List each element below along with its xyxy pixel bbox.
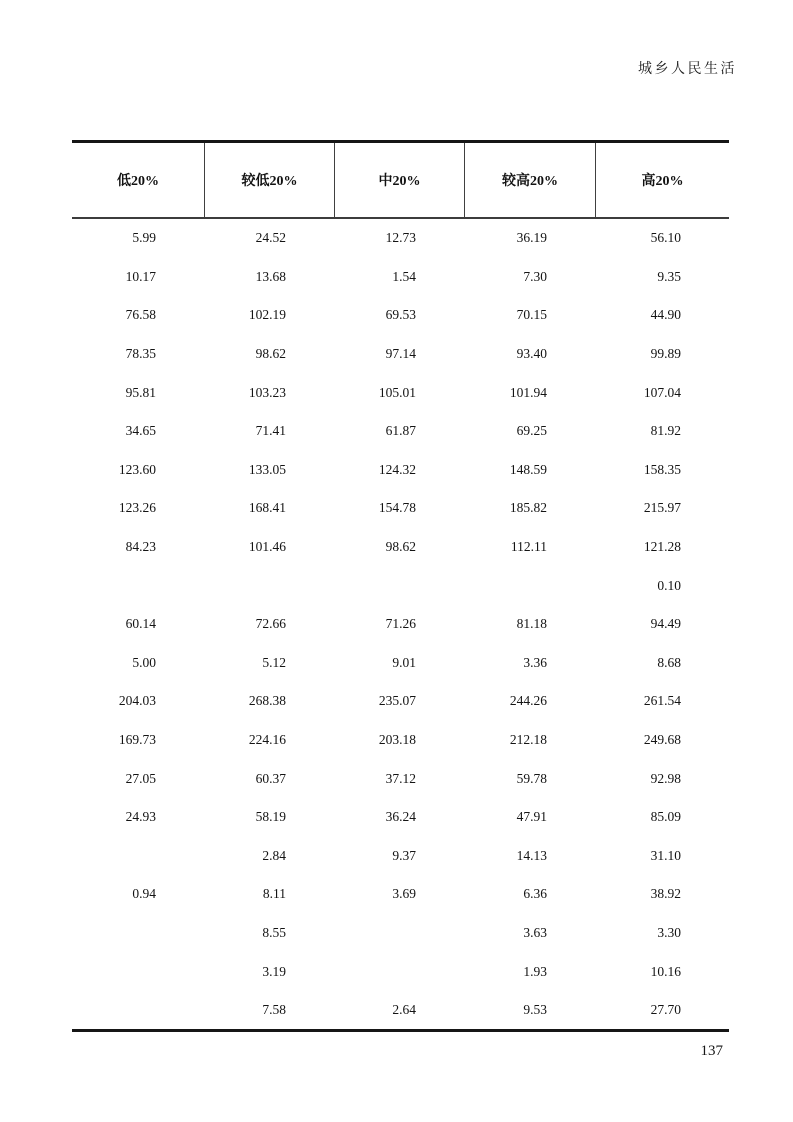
table-row xyxy=(72,759,729,798)
table-row xyxy=(72,837,729,876)
table-cell: 203.18 xyxy=(378,732,416,748)
table-cell xyxy=(334,566,464,605)
table-row xyxy=(72,875,729,914)
table-cell: 2.84 xyxy=(262,847,286,863)
column-header: 低20% xyxy=(117,174,159,189)
table-cell: 24.52 xyxy=(255,230,286,246)
table-cell: 71.26 xyxy=(385,616,416,632)
table-row xyxy=(72,991,729,1030)
table-cell: 44.90 xyxy=(650,307,681,323)
table-row xyxy=(72,914,729,953)
table-cell: 24.93 xyxy=(125,809,156,825)
table-cell: 76.58 xyxy=(125,307,156,323)
table-cell: 10.16 xyxy=(650,963,681,979)
table-cell: 61.87 xyxy=(385,423,416,439)
table-cell: 261.54 xyxy=(643,693,681,709)
table-cell xyxy=(72,566,204,605)
table-header-row xyxy=(72,140,729,219)
table-cell: 98.62 xyxy=(385,539,416,555)
table-cell: 60.14 xyxy=(125,616,156,632)
table-cell: 84.23 xyxy=(125,539,156,555)
table-body xyxy=(72,219,729,1032)
table-cell: 185.82 xyxy=(509,500,547,516)
table-cell: 121.28 xyxy=(643,539,681,555)
table-cell: 5.12 xyxy=(262,654,286,670)
table-row xyxy=(72,373,729,412)
table-cell xyxy=(72,991,204,1030)
table-cell xyxy=(464,566,595,605)
table-cell: 56.10 xyxy=(650,230,681,246)
page-header-title: 城乡人民生活 xyxy=(638,62,737,77)
table-cell: 0.10 xyxy=(657,577,681,593)
column-header: 高20% xyxy=(595,143,729,217)
table-row xyxy=(72,258,729,297)
table-cell: 81.18 xyxy=(516,616,547,632)
table-cell: 148.59 xyxy=(509,461,547,477)
table-cell: 7.58 xyxy=(262,1002,286,1018)
table-cell: 71.41 xyxy=(255,423,286,439)
table-cell: 8.11 xyxy=(262,886,286,902)
table-cell xyxy=(72,914,204,953)
table-cell: 36.19 xyxy=(516,230,547,246)
table-cell: 101.94 xyxy=(509,384,547,400)
table-cell: 99.89 xyxy=(650,346,681,362)
table-cell: 58.19 xyxy=(255,809,286,825)
table-cell: 97.14 xyxy=(385,346,416,362)
table-row xyxy=(72,644,729,683)
table-cell: 7.30 xyxy=(523,268,547,284)
table-cell: 9.35 xyxy=(657,268,681,284)
table-cell: 133.05 xyxy=(248,461,286,477)
table-cell: 105.01 xyxy=(378,384,416,400)
table-cell: 47.91 xyxy=(516,809,547,825)
column-header: 中20% xyxy=(334,143,464,217)
table-cell: 5.00 xyxy=(132,654,156,670)
table-cell: 8.55 xyxy=(262,924,286,940)
table-cell: 93.40 xyxy=(516,346,547,362)
table-cell: 212.18 xyxy=(509,732,547,748)
table-row xyxy=(72,335,729,374)
table-cell: 154.78 xyxy=(378,500,416,516)
table-row xyxy=(72,721,729,760)
table-cell xyxy=(204,566,334,605)
table-cell: 123.60 xyxy=(118,461,156,477)
table-row xyxy=(72,528,729,567)
table-cell: 9.01 xyxy=(392,654,416,670)
income-quintile-table xyxy=(72,140,729,1032)
table-cell: 27.70 xyxy=(650,1002,681,1018)
table-cell: 249.68 xyxy=(643,732,681,748)
column-header: 较低20% xyxy=(204,143,334,217)
table-cell: 69.53 xyxy=(385,307,416,323)
table-cell: 38.92 xyxy=(650,886,681,902)
table-cell: 244.26 xyxy=(509,693,547,709)
table-cell: 36.24 xyxy=(385,809,416,825)
table-row xyxy=(72,489,729,528)
table-cell: 27.05 xyxy=(125,770,156,786)
table-cell: 85.09 xyxy=(650,809,681,825)
table-row xyxy=(72,566,729,605)
table-cell: 168.41 xyxy=(248,500,286,516)
table-cell: 94.49 xyxy=(650,616,681,632)
table-cell: 6.36 xyxy=(523,886,547,902)
table-cell: 123.26 xyxy=(118,500,156,516)
table-cell: 14.13 xyxy=(516,847,547,863)
table-cell: 3.30 xyxy=(657,924,681,940)
table-cell: 70.15 xyxy=(516,307,547,323)
table-cell xyxy=(334,952,464,991)
column-header: 较高20% xyxy=(464,143,595,217)
table-cell: 103.23 xyxy=(248,384,286,400)
table-cell: 215.97 xyxy=(643,500,681,516)
table-cell: 204.03 xyxy=(118,693,156,709)
table-cell: 13.68 xyxy=(255,268,286,284)
table-row xyxy=(72,682,729,721)
table-cell xyxy=(72,837,204,876)
table-cell: 81.92 xyxy=(650,423,681,439)
table-cell: 5.99 xyxy=(132,230,156,246)
table-cell: 1.54 xyxy=(392,268,416,284)
table-cell: 95.81 xyxy=(125,384,156,400)
table-cell xyxy=(334,914,464,953)
table-cell: 31.10 xyxy=(650,847,681,863)
table-cell: 3.19 xyxy=(262,963,286,979)
table-cell: 69.25 xyxy=(516,423,547,439)
table-cell: 8.68 xyxy=(657,654,681,670)
table-cell: 3.69 xyxy=(392,886,416,902)
table-cell: 72.66 xyxy=(255,616,286,632)
table-cell xyxy=(72,952,204,991)
table-cell: 107.04 xyxy=(643,384,681,400)
table-cell: 112.11 xyxy=(510,539,547,555)
table-row xyxy=(72,296,729,335)
table-cell: 9.53 xyxy=(523,1002,547,1018)
table-row xyxy=(72,451,729,490)
page-number: 137 xyxy=(700,1043,723,1059)
table-cell: 101.46 xyxy=(248,539,286,555)
table-cell: 3.36 xyxy=(523,654,547,670)
table-row xyxy=(72,412,729,451)
table-cell: 102.19 xyxy=(248,307,286,323)
table-cell: 34.65 xyxy=(125,423,156,439)
table-cell: 1.93 xyxy=(523,963,547,979)
table-cell: 60.37 xyxy=(255,770,286,786)
table-cell: 10.17 xyxy=(125,268,156,284)
table-row xyxy=(72,605,729,644)
table-cell: 78.35 xyxy=(125,346,156,362)
table-cell: 235.07 xyxy=(378,693,416,709)
table-cell: 37.12 xyxy=(385,770,416,786)
table-cell: 12.73 xyxy=(385,230,416,246)
table-cell: 2.64 xyxy=(392,1002,416,1018)
table-row xyxy=(72,952,729,991)
table-cell: 9.37 xyxy=(392,847,416,863)
table-row xyxy=(72,798,729,837)
table-cell: 59.78 xyxy=(516,770,547,786)
table-cell: 124.32 xyxy=(378,461,416,477)
table-row xyxy=(72,219,729,258)
table-cell: 98.62 xyxy=(255,346,286,362)
table-cell: 169.73 xyxy=(118,732,156,748)
table-cell: 92.98 xyxy=(650,770,681,786)
table-cell: 3.63 xyxy=(523,924,547,940)
table-cell: 0.94 xyxy=(132,886,156,902)
table-cell: 268.38 xyxy=(248,693,286,709)
table-cell: 224.16 xyxy=(248,732,286,748)
table-cell: 158.35 xyxy=(643,461,681,477)
